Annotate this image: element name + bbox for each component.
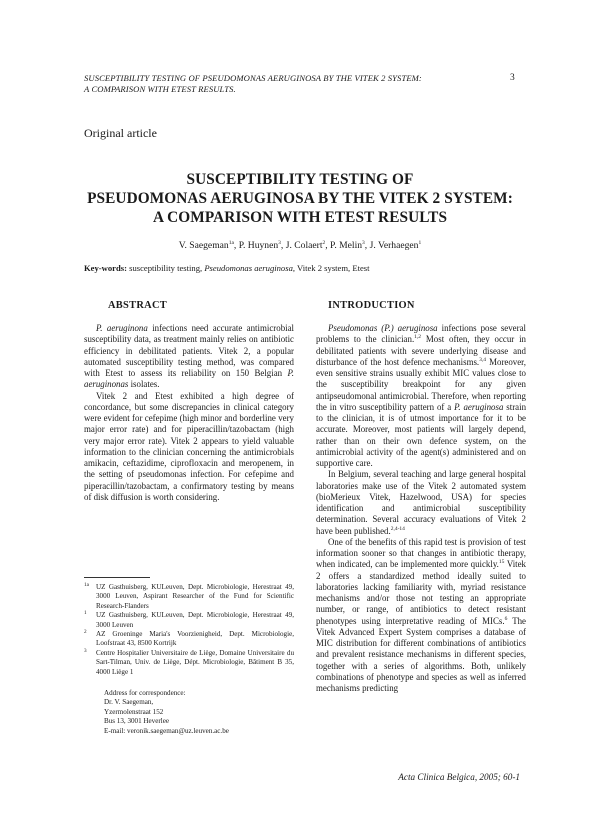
article-title bbox=[80, 170, 520, 227]
footnote-mark: 2 bbox=[84, 629, 87, 636]
abstract-paragraph-1 bbox=[84, 323, 294, 391]
right-column bbox=[316, 300, 526, 694]
keywords-text-end: , Vitek 2 system, Etest bbox=[292, 263, 370, 273]
citation: 15 bbox=[498, 559, 505, 566]
running-head-line-2: A COMPARISON WITH ETEST RESULTS. bbox=[84, 84, 236, 94]
footnote-mark: 1 bbox=[84, 610, 87, 617]
intro-text: In Belgium, several teaching and large general hospital laboratories make use of the Vitek 2 automated system (bioMerieux Vitek, Hazelwood, USA) for species identification and antimicrobial susceptibility determination. Several accuracy evaluations of Vitek 2 have been published. bbox=[316, 469, 526, 536]
introduction-paragraph-1 bbox=[316, 323, 526, 469]
footnote-divider bbox=[84, 577, 150, 578]
article-type: Original article bbox=[84, 126, 157, 140]
citation: 2,4-14 bbox=[390, 525, 405, 532]
footnote-text: Centre Hospitalier Universitaire de Liège, Domaine Universitaire du Sart-Tilman, Univ. de Liège, Dépt. Microbiologie, Bâtiment B 35, 4000 Liège 1 bbox=[96, 648, 294, 676]
footnote bbox=[84, 583, 294, 611]
author-name: J. Colaert bbox=[285, 240, 323, 251]
abstract-text: isolates. bbox=[128, 379, 160, 390]
address-line: Bus 13, 3001 Heverlee bbox=[104, 717, 170, 726]
introduction-paragraph-2 bbox=[316, 469, 526, 537]
author-name: P. Melin bbox=[330, 240, 363, 251]
keywords bbox=[84, 263, 524, 273]
citation: 3,4 bbox=[479, 356, 487, 363]
species-name: P. aeruginona bbox=[96, 323, 148, 333]
citation: 1,2 bbox=[414, 334, 422, 341]
address-line: Address for correspondence: bbox=[104, 689, 186, 698]
species-name: P. aeruginonas bbox=[84, 368, 294, 390]
author-list: V. Saegeman$^{1a}$, P. Huynen$^3$, J. Colaert$^2$, P. Melin$^3$, J. Verhaegen$^1$ bbox=[178, 239, 422, 251]
footnote-mark: 1a bbox=[84, 582, 89, 588]
intro-text: Moreover, even sensitive strains usually exhibit MIC values close to the susceptibility breakpoint for any given antipseudomonal antimicrobial. Therefore, when reporting the in vitro susceptibility pattern of a bbox=[316, 356, 526, 412]
author-affiliation-mark: 1a bbox=[228, 239, 234, 246]
abstract-body bbox=[84, 323, 294, 503]
citation: 6 bbox=[504, 615, 508, 622]
author-affiliation-mark: 1 bbox=[418, 239, 422, 246]
introduction-heading: INTRODUCTION bbox=[328, 300, 415, 311]
author-affiliation-mark: 2 bbox=[322, 239, 326, 246]
footnote bbox=[84, 611, 294, 630]
intro-text: strain to the clinician, it is of utmost importance for it to be accurate. Moreover, most patients will largely depend, rather than on their own defence system, on the antimicrobial activity of the agent(s) administered and on supportive care. bbox=[316, 401, 527, 468]
footnote-text: UZ Gasthuisberg, KULeuven, Dept. Microbiologie, Herestraat 49, 3000 Leuven bbox=[96, 611, 294, 629]
intro-text: The Vitek Advanced Expert System comprises a database of MIC distribution for different combinations of antibiotics and prevalent resistance mechanisms in different species, together with a series of algorithms. Both, unlikely combinations of phenotype and species as well as inferred mechanisms predicting bbox=[316, 615, 526, 693]
address-line: Yzermolenstraat 152 bbox=[104, 707, 164, 716]
page-number: 3 bbox=[510, 73, 515, 83]
intro-text: Most often, they occur in debilitated patients with severe underlying disease and disturbance of the host defence mechanisms. bbox=[316, 334, 526, 367]
left-column bbox=[84, 300, 294, 503]
footnote bbox=[84, 630, 294, 649]
species-name: Pseudomonas (P.) aeruginosa bbox=[328, 323, 438, 333]
abstract-paragraph-2: Vitek 2 and Etest exhibited a high degree of concordance, but some discrepancies in clinical category were evident for cefepime (high minor and borderline very major error rate) and for piperacillin/tazobactam (high very major error rate). Vitek 2 appears to yield valuable information to the clinician concerning the antimicrobials amikacin, ceftazidime, ciprofloxacin and meropenem, in the setting of pseudomonas infection. For cefepime and piperacillin/tazobactam, a confirmatory testing by means of disk diffusion is worth considering. bbox=[84, 390, 294, 502]
author-affiliation-mark: 3 bbox=[278, 239, 281, 246]
author-name: P. Huynen bbox=[238, 240, 279, 251]
keywords-label: Key-words: bbox=[84, 263, 127, 273]
intro-text: Vitek 2 offers a standardized method ideally suited to laboratories lacking familiarity with, myriad resistance mechanisms and/or those not testing an appropriate number, or range, of antibiotics to detect resistant phenotypes using interpretative reading of MICs. bbox=[316, 559, 526, 626]
introduction-paragraph-3 bbox=[316, 537, 526, 695]
introduction-body bbox=[316, 323, 526, 694]
intro-text: One of the benefits of this rapid test is provision of test information sooner so that changes in antibiotic therapy, when indicated, can be implemented more quickly. bbox=[316, 536, 526, 570]
title-line-3: A COMPARISON WITH ETEST RESULTS bbox=[152, 209, 448, 226]
author-affiliation-mark: 3 bbox=[362, 239, 365, 246]
title-line-2: PSEUDOMONAS AERUGINOSA BY THE VITEK 2 SYSTEM: bbox=[87, 190, 513, 207]
correspondence-address bbox=[84, 689, 294, 736]
author-name: V. Saegeman bbox=[178, 240, 229, 251]
footnote-text: AZ Groeninge Maria's Voorzienigheid, Dept. Microbiologie, Loofstraat 43, 8500 Kortrijk bbox=[96, 630, 294, 648]
journal-citation: Acta Clinica Belgica, 2005; 60-1 bbox=[398, 772, 520, 782]
abstract-text: infections need accurate antimicrobial susceptibility data, as treatment mainly relies on antibiotic efficiency in debilitated patients. Vitek 2, a popular automated susceptibility testing method, was compared with Etest to assess its reliability on 150 Belgian bbox=[84, 323, 294, 378]
address-email: E-mail: veronik.saegeman@uz.leuven.ac.be bbox=[104, 726, 229, 735]
affiliation-footnotes bbox=[84, 583, 294, 736]
footnote-mark: 3 bbox=[84, 647, 87, 654]
species-name: P. aeruginosa bbox=[454, 401, 504, 412]
title-line-1: SUSCEPTIBILITY TESTING OF bbox=[186, 171, 414, 188]
running-head-line-1: SUSCEPTIBILITY TESTING OF PSEUDOMONAS AERUGINOSA BY THE VITEK 2 SYSTEM: bbox=[84, 73, 422, 83]
keywords-species: Pseudomonas aeruginosa bbox=[204, 263, 293, 273]
footnote-text: UZ Gasthuisberg, KULeuven, Dept. Microbiologie, Herestraat 49, 3000 Leuven, Aspirant Researcher of the Fund for Scientific Research-Flanders bbox=[96, 583, 294, 610]
address-line: Dr. V. Saegeman, bbox=[104, 698, 154, 707]
author-name: J. Verhaegen bbox=[369, 240, 419, 251]
running-head bbox=[84, 73, 504, 95]
footnote bbox=[84, 649, 294, 677]
keywords-text: susceptibility testing, bbox=[126, 263, 205, 273]
abstract-heading: ABSTRACT bbox=[108, 300, 167, 311]
intro-text: infections pose several problems to the clinician. bbox=[316, 323, 526, 345]
